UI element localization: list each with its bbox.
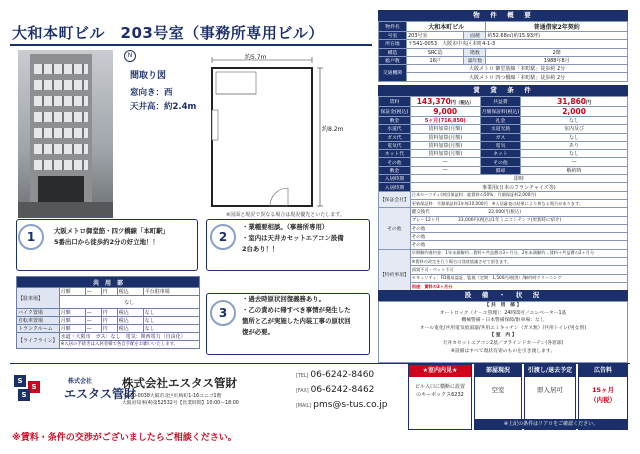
company-address: 〒530-0038大阪市北区紅梅町1-16ユニゴ1階 大阪府知事(4)第52532号【営業時間】10:00～18:00 [122, 394, 239, 406]
ad-fee-box: 広告料 15ヶ月 （内税） [578, 364, 628, 430]
parking-value: なし [59, 296, 199, 309]
table-row: バイク置場 月額 — 円 税込 なし [17, 309, 200, 317]
table-row: 敷金 5ヶ月(716,850) 礼金 なし [379, 117, 628, 125]
table-row: 号室 203号室 面積 約52.68㎡(約15.93坪) [379, 32, 628, 40]
window-direction: 窓向き：西 [130, 88, 173, 98]
rent-value: 143,370 [416, 97, 451, 106]
status-badge: 空室 [491, 386, 505, 394]
rent-row: 賃料 143,370円（税込） 共益費 31,860円 [379, 97, 628, 107]
property-heading: 物 件 概 要 [378, 10, 628, 21]
feature-text-3: ・過去時原状回復義務あり。 ・乙の責めに帰すべき事情が発生した 箇所と乙が実施した内装工事の原状回 復が必要。 [242, 295, 351, 336]
tel-number[interactable]: 06-6242-8460 [310, 370, 375, 380]
negotiation-note: ※賃料・条件の交渉がございましたらご相談ください。 [12, 433, 237, 443]
property-table [378, 21, 628, 82]
feature-text-1: 大阪メトロ御堂筋・四ツ橋線「本町駅」 5番出口から徒歩約2分の好立地！！ [54, 227, 170, 246]
facilities-box: 【 共 用 部 】 オートロック（ナ－エ管理）：24時間可／エレベーター1基 機械警備・日本警備保障/駐車場：なし オール電化/共用電気給湯器/共用エミキッチン（ガス無）/共用トイレ(男女別) 【 室 内 】 天井カセットエアコン2基／ブラインドカーテン(各窓部) ※設備はすべて現状有姿のものを引き渡します。 [378, 301, 628, 363]
table-row: 構造 SRC造 階数 2階 [379, 48, 628, 56]
feature-number-3: 3 [210, 300, 236, 326]
table-row: 敷金 — 償却 解約時 [379, 166, 628, 174]
table-row: トランクルーム 月額 — 円 税込 なし [17, 325, 200, 333]
table-row: 物件名 大和本町ビル 普通借家2年契約 [379, 22, 628, 32]
status-box: 部屋現況 空室 [474, 364, 522, 430]
parking-label: 【駐車場】 [17, 288, 60, 309]
company-logo: S S S [14, 375, 46, 401]
move-in-box: 引渡し/退去予定 即入居可 [524, 364, 576, 430]
company-logo-text: エスタス管財 [64, 387, 137, 401]
common-area-table: 共 用 部 【駐車場】 月額 — 円 税込 平台駐車場 なし バイク置場 月額 — 円 税込 なし 自転車置場 月額 — 円 税込 なし トランクルーム 月額 — 円 税込 なし 【ライフライン】 水道・大阪市 ガス：なし 電気：関西電力（自由化） ※入居の手続きは入居者様で各自手配をお願いいたします。 [16, 276, 200, 349]
depth-dimension: 約8.2m [322, 126, 344, 133]
lifeline-note: ※入居の手続きは入居者様で各自手配をお願いいたします。 [59, 341, 199, 349]
feature-number-1: 1 [18, 224, 44, 250]
fax-number[interactable]: 06-6242-8462 [310, 385, 375, 395]
page-title: 大和本町ビル 203号室（事務所専用ビル） [12, 24, 324, 42]
company-name: 株式会社エスタス管財 [122, 376, 237, 390]
title-rule [10, 44, 372, 46]
viewing-box: ★室内内見★ ビル入口に横断に設置 のキーボックス6232 [408, 364, 472, 430]
lifeline-label: 【ライフライン】 [17, 333, 60, 349]
lease-heading: 賃 貸 条 件 [378, 85, 628, 96]
table-row: 総戸数 16戸 築年数 1988年8月 [379, 56, 628, 64]
facilities-heading: 設 備 ・ 状 況 [378, 290, 628, 301]
common-heading: 共 用 部 [17, 277, 200, 288]
table-row: 入居時期 即時 [379, 175, 628, 183]
table-row: 所在地 〒541-0053 大阪市中央区本町4-1-3 [379, 40, 628, 48]
fax-line[interactable]: [FAX] 06-6242-8462 [296, 385, 375, 395]
guarantor-row: 【保証会社】 日本セーフティ(初回保証料：総賃料の50%、月額保証料2,000円) [379, 191, 628, 199]
table-row: 交通機関 大阪メトロ 御堂筋線「本町駅」徒歩約 2分 [379, 65, 628, 73]
table-row: ネット代 賃料加算(月額) ネット なし [379, 150, 628, 158]
floorplan-heading: 間取り図 [130, 71, 167, 81]
width-dimension: 約5.7m [245, 54, 267, 61]
common-fee-value: 31,860 [557, 97, 587, 106]
tel-line[interactable]: [TEL] 06-6242-8460 [296, 370, 375, 380]
lease-table: 賃料 143,370円（税込） 共益費 31,860円 保証金(税込) 9,000 月額保証料(税込) 2,000 敷金 5ヶ月(716,850) 礼金 なし 水道代 賃料加算(月額) 水道光熱 室内及び ガス代 賃料加算(月額) ガス なし 電気代 賃料加算(月額) 電気 あり ネット代 賃料加算(月額) ネット なし その他 — その他 — 敷金 — 償却 解約時 入居時期 即時 入居時期 事業用(日本のフランチャイズ等) 【保証会社】 日本セーフティ(初回保証料：総賃料の50%、月額保証料2,000円) 更新保証料：月額保証料1年毎10,000円 ※入居審査の結果により異なる場合があります。 その他 鍵交換代 22,000円(税込) ブレー12ヶ月 33,000円(税込)/1年ミニコンテンツ(更新時に紹介) その他 その他 その他 【特約事項】 早期解約違約金：1年未満解約…賃料＋共益費の3ヶ月分、2年未満解約…賃料＋共益費の2ヶ月分 ※賃料の改定を行う場合は別途協議させて頂きます。 預貸不可・ペット不可 セキュリティ：FD簡易認証、監視（定期：1,500円/税別）/解約時クリーニング 別途：賃料の3ヶ月分 [378, 96, 628, 300]
compass-icon: N [124, 50, 136, 62]
ceiling-height: 天井高：約2.4m [130, 102, 197, 112]
building-photo [18, 50, 113, 218]
company-prefix: 株式会社 [68, 378, 93, 385]
table-row: 大阪メトロ 四つ橋線「本町駅」徒歩約 2分 [379, 73, 628, 81]
table-row: 自転車置場 月額 — 円 税込 なし [17, 317, 200, 325]
feature-number-2: 2 [210, 224, 236, 250]
floorplan-note: ※図面と現況で異なる場合は現況優先といたします。 [226, 212, 345, 218]
table-row: 水道代 賃料加算(月額) 水道光熱 室内及び [379, 125, 628, 133]
feature-text-2: ・業種要相談。（事務所専用） ・室内は天井カセットエアコン設備 2台あり！！ [242, 223, 344, 253]
table-row: 保証金(税込) 9,000 月額保証料(税込) 2,000 [379, 107, 628, 117]
table-row: ガス代 賃料加算(月額) ガス なし [379, 133, 628, 141]
bottom-note: ※上記の条件はリアロをご確認ください。 [474, 419, 628, 429]
table-row: 電気代 賃料加算(月額) 電気 あり [379, 141, 628, 149]
mail-link[interactable]: pms@s-tus.co.jp [313, 400, 388, 410]
table-row: その他 — その他 — [379, 158, 628, 166]
lifeline-value: 水道・大阪市 ガス：なし 電気：関西電力（自由化） [59, 333, 199, 341]
mail-line[interactable]: [MAIL] pms@s-tus.co.jp [296, 400, 388, 410]
table-row: 入居時期 事業用(日本のフランチャイズ等) [379, 183, 628, 191]
